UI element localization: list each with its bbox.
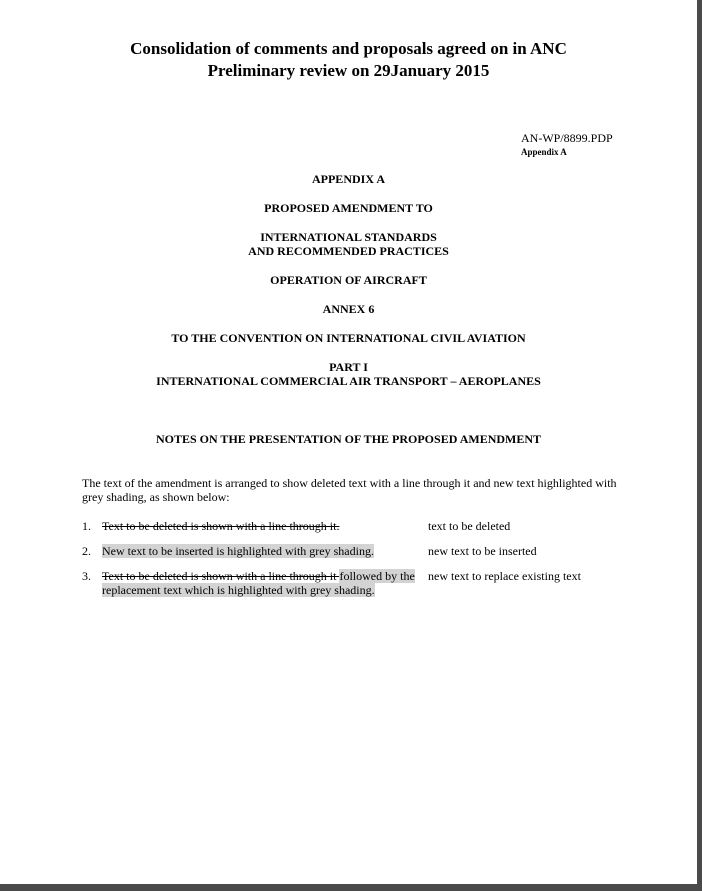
legend-item-description: new text to replace existing text [428,569,581,583]
inserted-text: followed by the replacement text which is highlighted with grey shading. [102,569,415,597]
heading-part: PART I [329,360,368,374]
heading-standards-line-1: INTERNATIONAL STANDARDS [260,230,437,244]
document-appendix-label: Appendix A [521,147,567,157]
legend-item-text [102,519,418,533]
heading-notes: NOTES ON THE PRESENTATION OF THE PROPOSED AMENDMENT [155,432,542,446]
page-shadow-right [697,0,702,891]
heading-part-title: INTERNATIONAL COMMERCIAL AIR TRANSPORT – AEROPLANES [156,374,541,388]
legend-item-number: 3. [82,569,91,583]
heading-operation: OPERATION OF AIRCRAFT [270,273,427,287]
document-number: AN-WP/8899.PDP [521,131,613,145]
intro-paragraph: The text of the amendment is arranged to show deleted text with a line through it and new text highlighted with grey shading, as shown below: [82,476,617,504]
heading-annex: ANNEX 6 [322,302,375,316]
heading-convention: TO THE CONVENTION ON INTERNATIONAL CIVIL AVIATION [171,331,526,345]
legend-item-number: 2. [82,544,91,558]
legend-item-number: 1. [82,519,91,533]
deleted-text: Text to be deleted is shown with a line through it. [102,519,340,533]
legend-item-description: text to be deleted [428,519,511,533]
document-title-line-2: Preliminary review on 29January 2015 [207,61,490,80]
document-reference [521,131,613,159]
legend-item-text [102,544,418,558]
document-title-line-1: Consolidation of comments and proposals agreed on in ANC [130,39,567,58]
heading-standards-line-2: AND RECOMMENDED PRACTICES [248,244,449,258]
page-shadow-bottom [0,884,702,891]
legend-item-text [102,569,418,597]
deleted-text: Text to be deleted is shown with a line through it [102,569,340,583]
heading-proposed-amendment: PROPOSED AMENDMENT TO [264,201,433,215]
legend-item-description: new text to be inserted [428,544,537,558]
heading-appendix: APPENDIX A [311,172,385,186]
inserted-text: New text to be inserted is highlighted with grey shading. [102,544,374,558]
